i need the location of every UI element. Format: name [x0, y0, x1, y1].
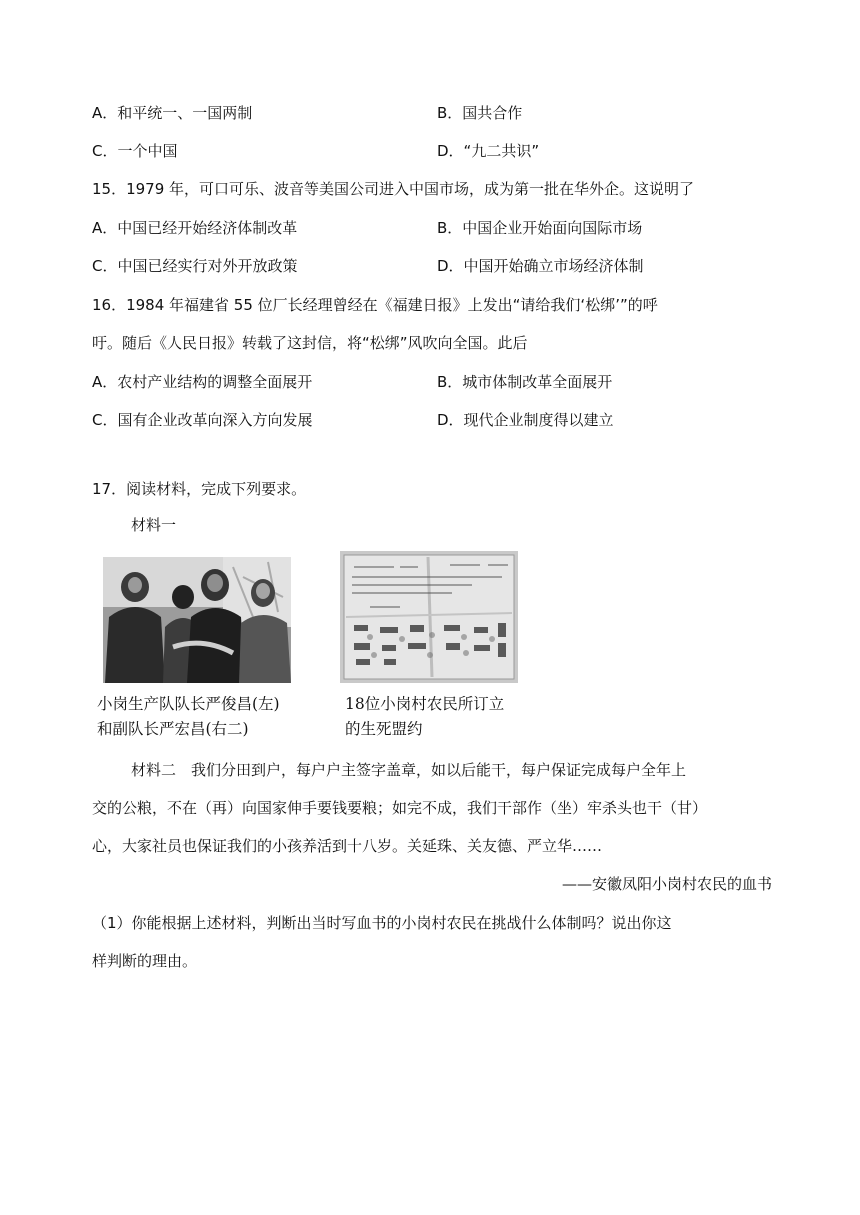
q16-option-a[interactable]: A．农村产业结构的调整全面展开 — [92, 373, 313, 391]
q16-option-c[interactable]: C．国有企业改革向深入方向发展 — [92, 411, 313, 429]
q16-stem-line-1: 16．1984 年福建省 55 位厂长经理曾经在《福建日报》上发出“请给我们‘松绑’”的呼 — [92, 296, 658, 314]
q16-stem-line-2: 吁。随后《人民日报》转载了这封信，将“松绑”风吹向全国。此后 — [92, 334, 528, 352]
q17-sub1-line-1: （1）你能根据上述材料，判断出当时写血书的小岗村农民在挑战什么体制吗？说出你这 — [92, 914, 672, 932]
photo-xiaogang-leaders — [103, 557, 291, 683]
q15-option-a[interactable]: A．中国已经开始经济体制改革 — [92, 219, 298, 237]
q16-option-d[interactable]: D．现代企业制度得以建立 — [437, 411, 614, 429]
q15-stem: 15．1979 年，可口可乐、波音等美国公司进入中国市场，成为第一批在华外企。这说明了 — [92, 180, 695, 198]
q17-sub1-line-2: 样判断的理由。 — [92, 952, 198, 970]
q14-option-a[interactable]: A．和平统一、一国两制 — [92, 104, 253, 122]
photo-life-death-pact — [340, 551, 518, 683]
photo1-caption-line-1: 小岗生产队队长严俊昌(左) — [97, 695, 280, 713]
material1-label: 材料一 — [131, 516, 177, 534]
q14-option-b[interactable]: B．国共合作 — [437, 104, 523, 122]
q17-stem: 17．阅读材料，完成下列要求。 — [92, 480, 307, 498]
q16-option-b[interactable]: B．城市体制改革全面展开 — [437, 373, 613, 391]
material2-line-1: 材料二 我们分田到户，每户户主签字盖章，如以后能干，每户保证完成每户全年上 — [131, 761, 687, 779]
q15-option-b[interactable]: B．中国企业开始面向国际市场 — [437, 219, 643, 237]
q15-options-row-1 — [92, 217, 772, 239]
q14-options-row-1 — [92, 102, 772, 124]
q15-option-c[interactable]: C．中国已经实行对外开放政策 — [92, 257, 298, 275]
q14-option-d[interactable]: D．“九二共识” — [437, 142, 540, 160]
photo2-caption-line-1: 18位小岗村农民所订立 — [345, 695, 505, 713]
q15-options-row-2 — [92, 255, 772, 277]
q16-options-row-2 — [92, 409, 772, 431]
q16-options-row-1 — [92, 371, 772, 393]
material2-line-3: 心，大家社员也保证我们的小孩养活到十八岁。关延珠、关友德、严立华…… — [92, 837, 603, 855]
photo2-caption-line-2: 的生死盟约 — [345, 720, 423, 738]
q15-option-d[interactable]: D．中国开始确立市场经济体制 — [437, 257, 644, 275]
photo1-caption-line-2: 和副队长严宏昌(右二) — [97, 720, 249, 738]
material2-source: ——安徽凤阳小岗村农民的血书 — [561, 875, 772, 893]
material2-line-2: 交的公粮，不在（再）向国家伸手要钱要粮；如完不成，我们干部作（坐）牢杀头也干（甘） — [92, 799, 708, 817]
q14-option-c[interactable]: C．一个中国 — [92, 142, 178, 160]
q14-options-row-2 — [92, 140, 772, 162]
